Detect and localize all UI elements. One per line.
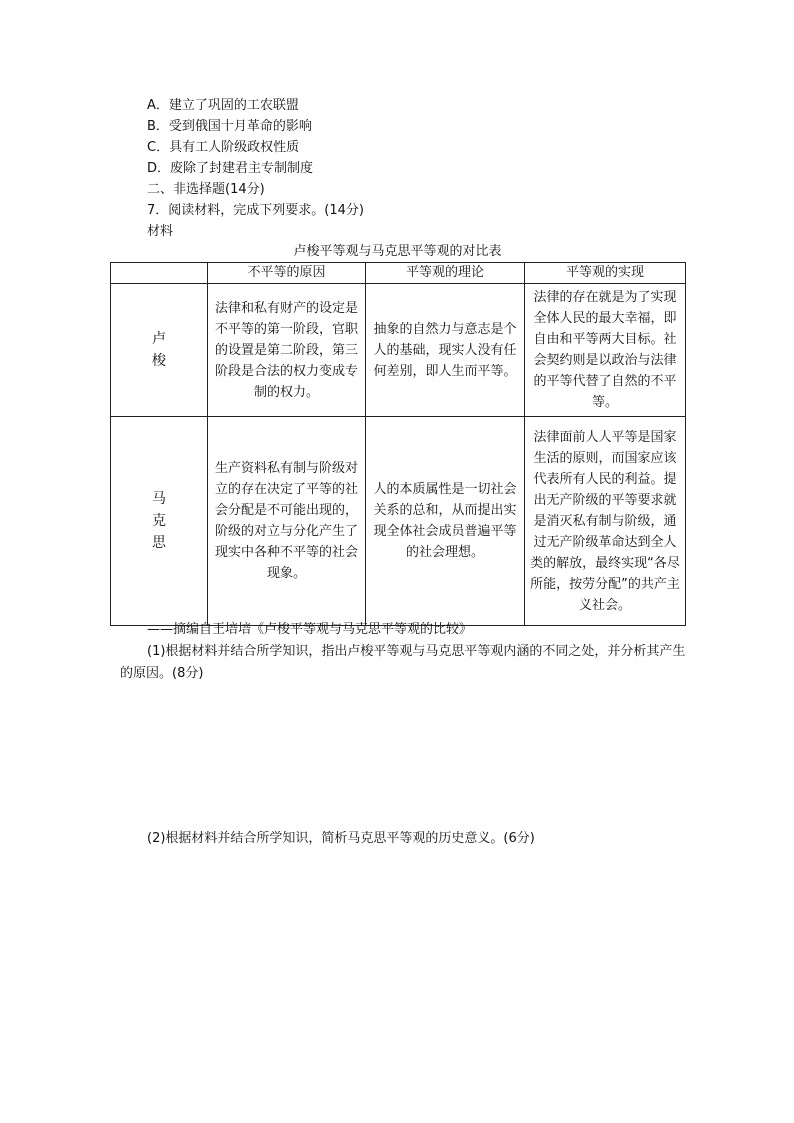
table-header-cause: 不平等的原因 bbox=[208, 263, 366, 284]
question-2: (2)根据材料并结合所学知识，简析马克思平等观的历史意义。(6分) bbox=[147, 831, 535, 846]
cell-theory-marx: 人的本质属性是一切社会关系的总和，从而提出实现全体社会成员普遍平等的社会理想。 bbox=[366, 417, 525, 626]
row-name-marx bbox=[111, 417, 208, 626]
cell-theory-rousseau: 抽象的自然力与意志是个人的基础，现实人没有任何差别，即人生而平等。 bbox=[366, 284, 525, 417]
table-caption: 卢梭平等观与马克思平等观的对比表 bbox=[293, 244, 502, 259]
question-1: (1)根据材料并结合所学知识，指出卢梭平等观与马克思平等观内涵的不同之处，并分析其产生的原因。(8分) bbox=[120, 644, 686, 681]
table-header-corner bbox=[111, 263, 208, 284]
table-row-rousseau bbox=[111, 284, 686, 417]
row-name-rousseau bbox=[111, 284, 208, 417]
option-d: D．废除了封建君主专制制度 bbox=[147, 161, 314, 176]
name-char: 卢 bbox=[152, 331, 166, 347]
material-source: ——摘编自王培培《卢梭平等观与马克思平等观的比较》 bbox=[147, 622, 473, 637]
comparison-table bbox=[110, 262, 686, 626]
table-header-realization: 平等观的实现 bbox=[525, 263, 686, 284]
option-c: C．具有工人阶级政权性质 bbox=[147, 140, 300, 155]
cell-cause-marx: 生产资料私有制与阶级对立的存在决定了平等的社会分配是不可能出现的，阶级的对立与分化产生了现实中各种不平等的社会现象。 bbox=[208, 417, 366, 626]
cell-realization-marx: 法律面前人人平等是国家生活的原则，而国家应该代表所有人民的利益。提出无产阶级的平等要求就是消灭私有制与阶级，通过无产阶级革命达到全人类的解放，最终实现“各尽所能，按劳分配”的共产主义社会。 bbox=[525, 417, 686, 626]
option-a: A．建立了巩固的工农联盟 bbox=[147, 98, 299, 113]
name-char: 克 bbox=[152, 513, 166, 529]
name-char: 马 bbox=[152, 491, 166, 507]
name-char: 梭 bbox=[152, 353, 166, 369]
table-row-marx bbox=[111, 417, 686, 626]
option-b: B．受到俄国十月革命的影响 bbox=[147, 119, 312, 134]
section-title: 二、非选择题(14分) bbox=[147, 182, 265, 197]
question-intro: 7．阅读材料，完成下列要求。(14分) bbox=[147, 203, 364, 218]
name-char: 思 bbox=[152, 535, 166, 551]
material-label: 材料 bbox=[147, 224, 174, 239]
cell-realization-rousseau: 法律的存在就是为了实现全体人民的最大幸福，即自由和平等两大目标。社会契约则是以政治与法律的平等代替了自然的不平等。 bbox=[525, 284, 686, 417]
table-header-row bbox=[111, 263, 686, 284]
cell-cause-rousseau: 法律和私有财产的设定是不平等的第一阶段，官职的设置是第二阶段，第三阶段是合法的权力变成专制的权力。 bbox=[208, 284, 366, 417]
table-header-theory: 平等观的理论 bbox=[366, 263, 525, 284]
